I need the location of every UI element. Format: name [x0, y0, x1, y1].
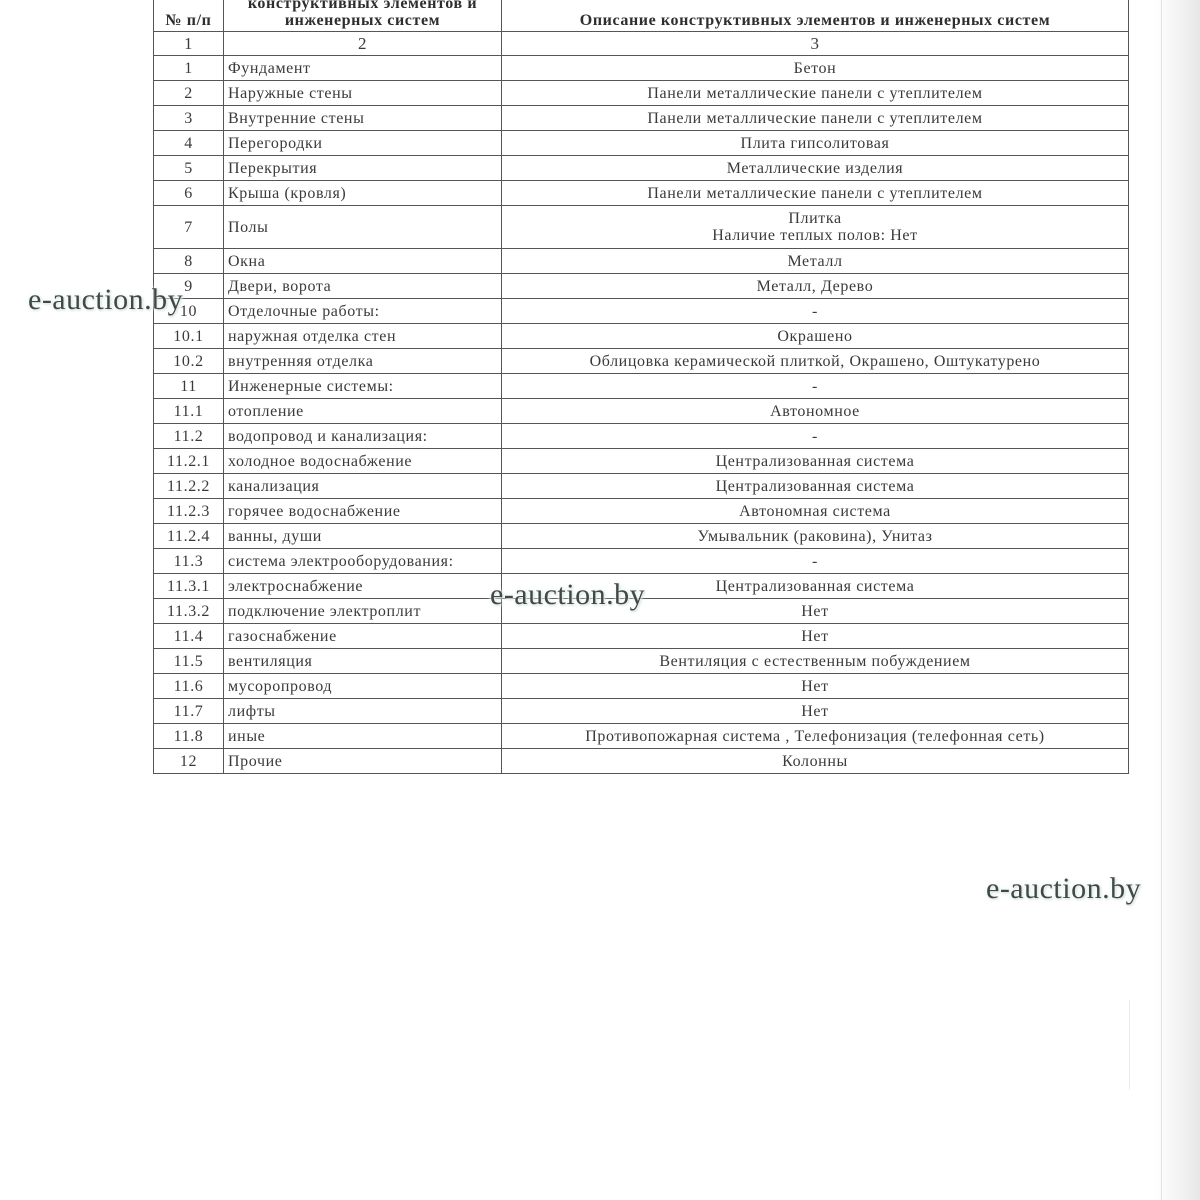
table-row: [154, 349, 1129, 374]
column-number: 3: [502, 32, 1129, 56]
element-description: Централизованная система: [502, 449, 1129, 474]
table-row: [154, 274, 1129, 299]
table-row: [154, 624, 1129, 649]
header-description: Описание конструктивных элементов и инженерных систем: [502, 0, 1129, 32]
table-row: [154, 399, 1129, 424]
element-description-line1: Плитка: [788, 210, 842, 227]
header-number: № п/п: [154, 0, 224, 32]
element-description: [502, 206, 1129, 249]
element-name: Отделочные работы:: [224, 299, 502, 324]
row-number: 11.1: [154, 399, 224, 424]
table-header-row: [154, 0, 1129, 32]
scan-artifact: [1129, 1000, 1130, 1090]
element-description: Панели металлические панели с утеплителем: [502, 181, 1129, 206]
element-name: Прочие: [224, 749, 502, 774]
element-name: Перегородки: [224, 131, 502, 156]
row-number: 11.3.1: [154, 574, 224, 599]
row-number: 11.5: [154, 649, 224, 674]
element-name: Крыша (кровля): [224, 181, 502, 206]
element-description: Облицовка керамической плиткой, Окрашено, Оштукатурено: [502, 349, 1129, 374]
column-numbers-row: [154, 32, 1129, 56]
column-number: 1: [154, 32, 224, 56]
element-name: иные: [224, 724, 502, 749]
row-number: 2: [154, 81, 224, 106]
element-description: Централизованная система: [502, 574, 1129, 599]
element-description: -: [502, 424, 1129, 449]
element-description: Панели металлические панели с утеплителем: [502, 81, 1129, 106]
row-number: 11.6: [154, 674, 224, 699]
element-name: водопровод и канализация:: [224, 424, 502, 449]
element-name: внутренняя отделка: [224, 349, 502, 374]
element-description: Противопожарная система , Телефонизация (телефонная сеть): [502, 724, 1129, 749]
table-row: [154, 299, 1129, 324]
element-description: -: [502, 549, 1129, 574]
table-row: [154, 424, 1129, 449]
watermark-text: e-auction.by: [986, 872, 1142, 905]
row-number: 10.1: [154, 324, 224, 349]
element-description: Колонны: [502, 749, 1129, 774]
element-name: ванны, души: [224, 524, 502, 549]
element-description: Плита гипсолитовая: [502, 131, 1129, 156]
table-row: [154, 106, 1129, 131]
header-element-name-line1: конструктивных элементов и: [247, 0, 478, 12]
element-name: подключение электроплит: [224, 599, 502, 624]
element-name: Фундамент: [224, 56, 502, 81]
table-row: [154, 449, 1129, 474]
row-number: 11.4: [154, 624, 224, 649]
table-row: [154, 156, 1129, 181]
table-row: [154, 499, 1129, 524]
element-name: Двери, ворота: [224, 274, 502, 299]
element-name: лифты: [224, 699, 502, 724]
table-row: [154, 324, 1129, 349]
row-number: 7: [154, 206, 224, 249]
element-name: мусоропровод: [224, 674, 502, 699]
table-row: [154, 131, 1129, 156]
element-description: -: [502, 374, 1129, 399]
element-description: Нет: [502, 599, 1129, 624]
row-number: 10.2: [154, 349, 224, 374]
element-name: отопление: [224, 399, 502, 424]
row-number: 5: [154, 156, 224, 181]
table-body: [154, 0, 1129, 774]
row-number: 10: [154, 299, 224, 324]
table-row: [154, 56, 1129, 81]
row-number: 11.3.2: [154, 599, 224, 624]
row-number: 12: [154, 749, 224, 774]
table-row: [154, 81, 1129, 106]
element-description-line2: Наличие теплых полов: Нет: [712, 227, 918, 244]
table-row: [154, 181, 1129, 206]
row-number: 11.8: [154, 724, 224, 749]
element-description: Нет: [502, 699, 1129, 724]
element-name: электроснабжение: [224, 574, 502, 599]
element-name: газоснабжение: [224, 624, 502, 649]
element-description: Автономное: [502, 399, 1129, 424]
table-row: [154, 724, 1129, 749]
element-description: Вентиляция с естественным побуждением: [502, 649, 1129, 674]
element-name: система электрооборудования:: [224, 549, 502, 574]
table-row: [154, 249, 1129, 274]
element-name: вентиляция: [224, 649, 502, 674]
page-edge-line: [1161, 0, 1162, 1200]
element-name: горячее водоснабжение: [224, 499, 502, 524]
header-element-name-line2: инженерных систем: [284, 12, 441, 29]
element-name: Полы: [224, 206, 502, 249]
watermark-text: e-auction.by: [490, 578, 646, 611]
table-row: [154, 749, 1129, 774]
construction-elements-table: [153, 0, 1129, 774]
element-name: холодное водоснабжение: [224, 449, 502, 474]
element-description: Металл, Дерево: [502, 274, 1129, 299]
watermark-text: e-auction.by: [28, 283, 184, 316]
row-number: 11.3: [154, 549, 224, 574]
row-number: 1: [154, 56, 224, 81]
column-number: 2: [224, 32, 502, 56]
row-number: 11.2.2: [154, 474, 224, 499]
element-name: Окна: [224, 249, 502, 274]
table-row: [154, 699, 1129, 724]
element-description: Централизованная система: [502, 474, 1129, 499]
row-number: 4: [154, 131, 224, 156]
table-row: [154, 374, 1129, 399]
element-name: Внутренние стены: [224, 106, 502, 131]
element-name: наружная отделка стен: [224, 324, 502, 349]
element-name: Инженерные системы:: [224, 374, 502, 399]
element-description: Нет: [502, 674, 1129, 699]
row-number: 11.2: [154, 424, 224, 449]
element-description: Окрашено: [502, 324, 1129, 349]
element-description: Бетон: [502, 56, 1129, 81]
row-number: 6: [154, 181, 224, 206]
table-row: [154, 649, 1129, 674]
row-number: 9: [154, 274, 224, 299]
header-element-name: [224, 0, 502, 32]
table-row: [154, 206, 1129, 249]
element-name: Наружные стены: [224, 81, 502, 106]
row-number: 3: [154, 106, 224, 131]
table-row: [154, 524, 1129, 549]
element-description: Металл: [502, 249, 1129, 274]
row-number: 11: [154, 374, 224, 399]
element-name: канализация: [224, 474, 502, 499]
row-number: 11.2.4: [154, 524, 224, 549]
element-description: Нет: [502, 624, 1129, 649]
row-number: 11.2.3: [154, 499, 224, 524]
row-number: 11.7: [154, 699, 224, 724]
table-row: [154, 549, 1129, 574]
element-description: -: [502, 299, 1129, 324]
element-description: Автономная система: [502, 499, 1129, 524]
element-name: Перекрытия: [224, 156, 502, 181]
table-row: [154, 474, 1129, 499]
row-number: 8: [154, 249, 224, 274]
table-row: [154, 674, 1129, 699]
element-description: Панели металлические панели с утеплителем: [502, 106, 1129, 131]
element-description: Умывальник (раковина), Унитаз: [502, 524, 1129, 549]
element-description: Металлические изделия: [502, 156, 1129, 181]
row-number: 11.2.1: [154, 449, 224, 474]
